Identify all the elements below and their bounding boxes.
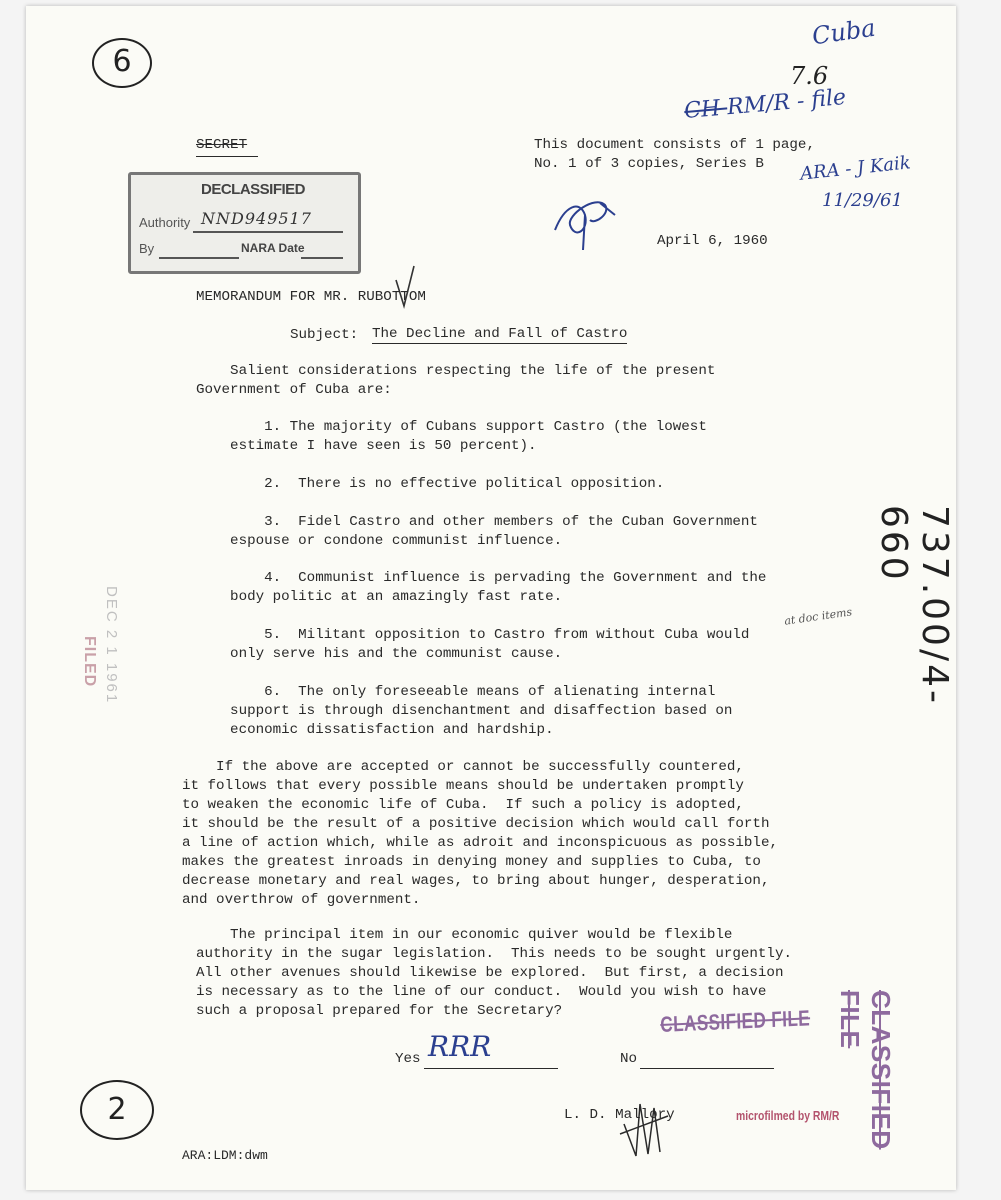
list-item-3: 3. Fidel Castro and other members of the Cuban Government espouse or condone communist influence. (230, 514, 758, 549)
circled-number-top: 6 (92, 38, 152, 88)
no-line (640, 1068, 774, 1069)
handwritten-file-number: 737.00/4-660 (873, 505, 955, 706)
stamp-by-line (159, 257, 239, 259)
yes-initials: RRR (428, 1030, 492, 1063)
handwritten-ara: ARA - J Kaik (799, 152, 912, 185)
document-copies: No. 1 of 3 copies, Series B (534, 156, 764, 172)
classification-underline (196, 156, 258, 157)
stamp-authority-value: NND949517 (201, 209, 312, 228)
yes-line (424, 1068, 558, 1069)
yes-label: Yes (395, 1051, 421, 1067)
list-item-6: 6. The only foreseeable means of alienating internal support is through disenchantment and disaffection based on economic dissatisfaction and hardship. (230, 684, 733, 738)
handwritten-cuba: Cuba (810, 13, 878, 51)
memo-recipient: MEMORANDUM FOR MR. RUBOTTOM (196, 289, 426, 305)
microfilmed-stamp: microfilmed by RM/R (736, 1108, 840, 1123)
classification-marking: SECRET (196, 137, 248, 153)
stamp-authority-label: Authority (139, 215, 191, 230)
stamp-authority-line (193, 231, 343, 233)
filed-stamp: FILED (81, 636, 98, 688)
reference-initials: ARA:LDM:dwm (182, 1148, 268, 1163)
subject-title: The Decline and Fall of Castro (372, 326, 628, 342)
intro-paragraph: Salient considerations respecting the life of the present Government of Cuba are: (196, 363, 716, 398)
sugar-paragraph: The principal item in our economic quiver would be flexible authority in the sugar legislation. This needs to be sought urgently. All other avenues should likewise be explored. But first, a decision is necessary as to the line of our conduct. Would you wish to have such a proposal prepared for the Secretary? (196, 927, 792, 1019)
list-item-2: 2. There is no effective political opposition. (196, 476, 665, 492)
signature-name: L. D. Mallory (564, 1107, 675, 1123)
document-consists: This document consists of 1 page, (534, 137, 815, 153)
list-item-5: 5. Militant opposition to Castro from without Cuba would only serve his and the communist cause. (230, 627, 750, 662)
handwritten-seven: 7.6 (790, 62, 829, 90)
list-item-4: 4. Communist influence is pervading the Government and the body politic at an amazingly fast rate. (230, 570, 767, 605)
initials-scribble (545, 185, 625, 255)
handwritten-rmr-file: CH RM/R - file (683, 84, 848, 125)
stamp-title: DECLASSIFIED (201, 181, 306, 198)
stamp-by-label: By (139, 241, 155, 256)
classified-file-stamp-vertical: CLASSIFIED FILE (835, 990, 896, 1150)
signature-scribble (616, 1094, 676, 1164)
memo-date: April 6, 1960 (657, 233, 768, 249)
circled-number-bottom: 2 (80, 1080, 154, 1140)
filed-date-stamp: DEC 2 1 1961 (103, 586, 120, 705)
handwritten-ara-date: 11/29/61 (822, 190, 903, 211)
declassified-stamp (128, 172, 361, 274)
classified-file-stamp-horizontal: CLASSIFIED FILE (660, 1005, 811, 1037)
stamp-nara-label: NARA Date (241, 241, 305, 255)
handwritten-insert: at doc items (783, 605, 853, 628)
no-label: No (620, 1051, 638, 1067)
stamp-nara-line (301, 257, 343, 259)
policy-paragraph: If the above are accepted or cannot be successfully countered, it follows that every possible means should be undertaken promptly to weaken the economic life of Cuba. If such a policy is adopted, it should be the result of a positive decision which would call forth a line of action which, while as adroit and inconspicuous as possible, makes the greatest inroads in denying money and supplies to Cuba, to decrease monetary and real wages, to bring about hunger, desperation, and overthrow of government. (182, 759, 778, 908)
list-item-1: 1. The majority of Cubans support Castro (the lowest estimate I have seen is 50 percent). (230, 419, 707, 454)
subject-label: Subject: (290, 327, 359, 343)
